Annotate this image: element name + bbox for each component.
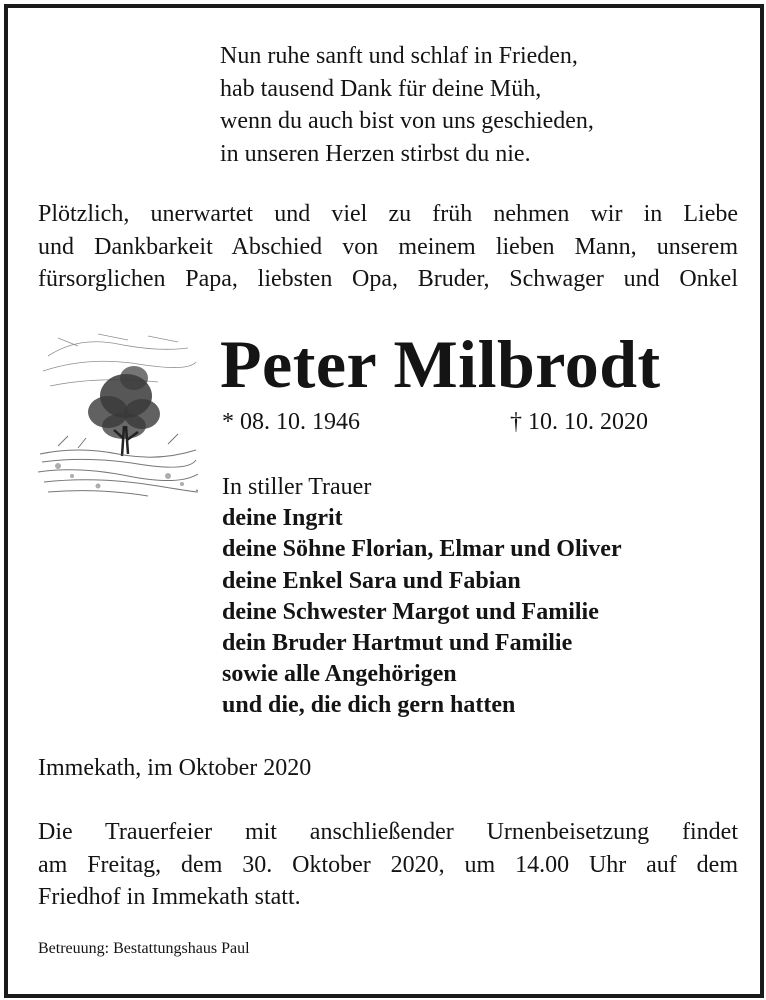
funeral-line: Friedhof in Immekath statt.	[38, 884, 301, 910]
intro-text	[38, 198, 738, 296]
birth-date: * 08. 10. 1946	[222, 409, 360, 435]
mourner-line: sowie alle Angehörigen	[222, 661, 457, 688]
funeral-notice	[38, 816, 738, 914]
intro-line: fürsorglichen Papa, liebsten Opa, Bruder, Schwager und Onkel	[38, 266, 738, 292]
mourner-line: dein Bruder Hartmut und Familie	[222, 630, 573, 657]
intro-line: Plötzlich, unerwartet und viel zu früh nehmen wir in Liebe	[38, 201, 738, 227]
funeral-home-credit: Betreuung: Bestattungshaus Paul	[38, 940, 250, 957]
mourner-line: deine Söhne Florian, Elmar und Oliver	[222, 536, 622, 563]
obituary-frame	[4, 4, 764, 998]
tree-illustration	[38, 326, 198, 504]
poem-line: hab tausend Dank für deine Müh,	[220, 75, 542, 102]
place-date: Immekath, im Oktober 2020	[38, 755, 312, 781]
death-date: † 10. 10. 2020	[510, 409, 648, 435]
mourner-line: deine Schwester Margot und Familie	[222, 598, 599, 625]
mourner-line: deine Ingrit	[222, 505, 343, 532]
funeral-line: Die Trauerfeier mit anschließender Urnenbeisetzung findet	[38, 819, 738, 845]
poem	[220, 40, 594, 170]
poem-line: in unseren Herzen stirbst du nie.	[220, 140, 531, 167]
mourner-line: und die, die dich gern hatten	[222, 692, 516, 719]
funeral-line: am Freitag, dem 30. Oktober 2020, um 14.00 Uhr auf dem	[38, 851, 738, 878]
mourner-line: deine Enkel Sara und Fabian	[222, 567, 521, 594]
mourners-list	[222, 472, 622, 722]
deceased-name: Peter Milbrodt	[220, 326, 661, 402]
poem-line: wenn du auch bist von uns geschieden,	[220, 108, 594, 134]
mourning-intro: In stiller Trauer	[222, 474, 372, 500]
poem-line: Nun ruhe sanft und schlaf in Frieden,	[220, 43, 578, 69]
intro-line: und Dankbarkeit Abschied von meinem lieben Mann, unserem	[38, 233, 738, 260]
